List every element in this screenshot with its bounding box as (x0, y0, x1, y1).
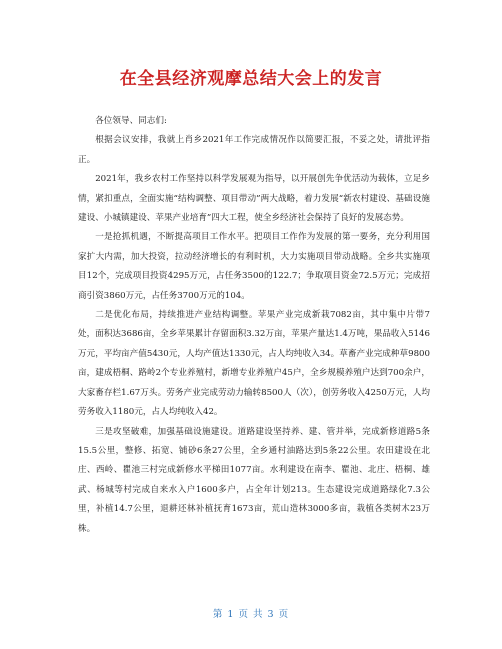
document-title: 在全县经济观摩总结大会上的发言 (119, 69, 383, 89)
page-number-footer: 第 1 页 共 3 页 (212, 609, 290, 620)
salutation: 各位领导、同志们: (95, 116, 167, 126)
paragraph: 二是优化布局，持续推进产业结构调整。苹果产业完成新栽7082亩，其中集中片带7处，面积达3686亩，全乡苹果累计存留面积3.32万亩，苹果产量达1.4万吨，果品收入5146万元，平均亩产值5430元，人均产值达1330元，占人均纯收入34。草畜产业完成种草9800亩，建成梧桐、路岭2个专业养殖村，新增专业养殖户45户，全乡规模养殖户达到700余户，大家畜存栏1.67万头。劳务产业完成劳动力输转8500人（次），创劳务收入4250万元，人均劳务收入1180元，占人均纯收入42。 (78, 310, 430, 418)
paragraph: 三是攻坚破难，加强基础设施建设。道路建设坚持养、建、管并举，完成新修道路5条15.5公里，整修、拓宽、铺砂6条27公里，全乡通村油路达到5条22公里。农田建设在北庄、西岭、瞿池三村完成新修水平梯田1077亩。水利建设在南李、瞿池、北庄、梧桐、雄武、杨城等村完成自来水入户1600多户，占全年计划213。生态建设完成道路绿化7.3公里，补植14.7公里，退耕还林补植抚育1673亩，荒山造林3000多亩，栽植各类树木23万株。 (78, 426, 430, 534)
paragraph: 2021年，我乡农村工作坚持以科学发展观为指导，以开展创先争优活动为载体，立足乡情，紧扣重点，全面实施“结构调整、项目带动”两大战略，着力发展“新农村建设、基础设施建设、小城镇建设、苹果产业培育”四大工程，使全乡经济社会保持了良好的发展态势。 (78, 174, 430, 224)
document-body (78, 112, 430, 539)
paragraph: 一是抢抓机遇，不断提高项目工作水平。把项目工作作为发展的第一要务，充分利用国家扩大内需，加大投资，拉动经济增长的有利时机，大力实施项目带动战略。全乡共实施项目12个，完成项目投资4295万元，占任务3500的122.7；争取项目资金72.5万元；完成招商引资3860万元，占任务3700万元的104。 (78, 232, 430, 301)
paragraph: 根据会议安排，我就上肖乡2021年工作完成情况作以简要汇报，不妥之处，请批评指正。 (78, 135, 430, 165)
